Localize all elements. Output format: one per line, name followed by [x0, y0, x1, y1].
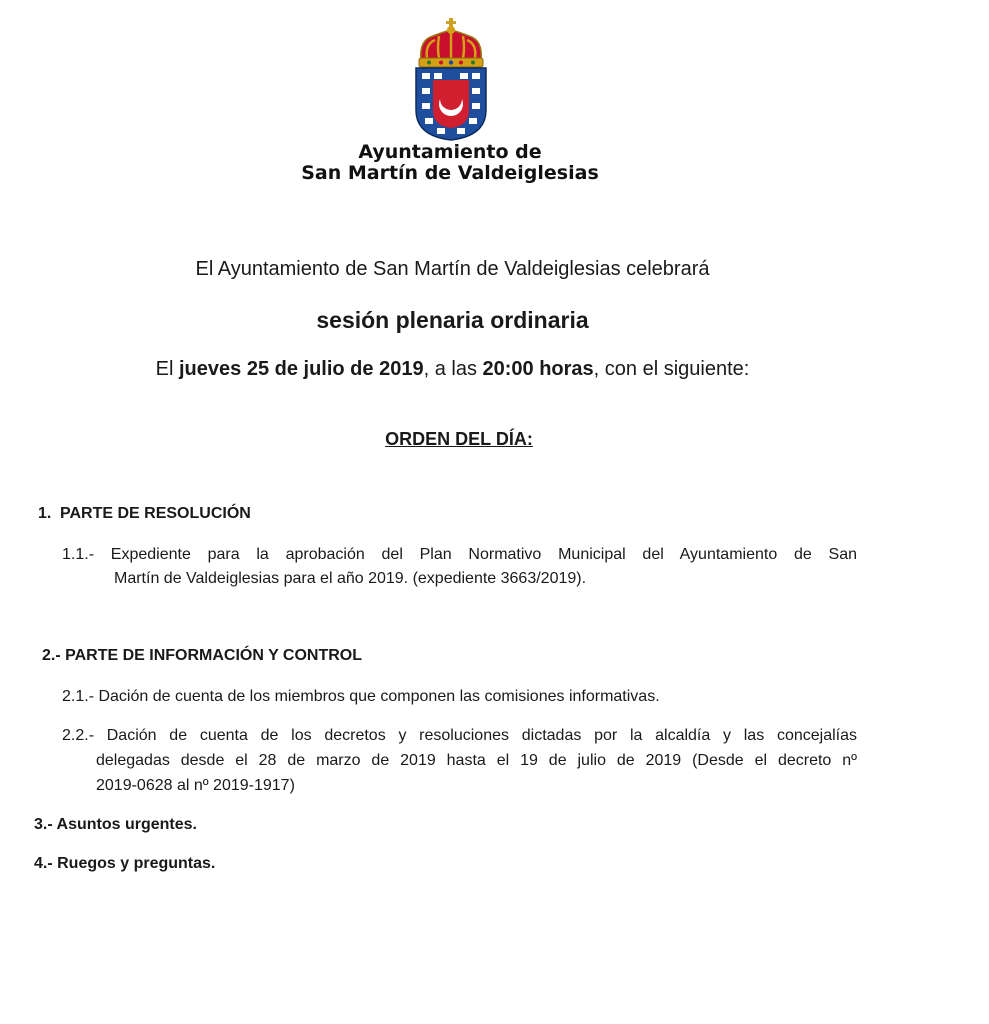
item-1-1-line-2: Martín de Valdeiglesias para el año 2019. (expediente 3663/2019).: [114, 570, 587, 587]
date-line: [0, 358, 905, 381]
section-1-title: PARTE DE RESOLUCIÓN: [60, 505, 251, 522]
section-2-title: 2.- PARTE DE INFORMACIÓN Y CONTROL: [42, 647, 363, 664]
intro-line: El Ayuntamiento de San Martín de Valdeiglesias celebrará: [195, 258, 710, 280]
session-title: sesión plenaria ordinaria: [316, 307, 589, 333]
section-1-number: 1.: [38, 505, 52, 522]
item-2-2-line-2: delegadas desde el 28 de marzo de 2019 hasta el 19 de julio de 2019 (Desde el decreto nº: [96, 752, 857, 769]
section-4-title: 4.- Ruegos y preguntas.: [34, 855, 216, 872]
item-2-2-line-1: 2.2.- Dación de cuenta de los decretos y resoluciones dictadas por la alcaldía y las concejalías: [62, 727, 857, 744]
brand-line-1: Ayuntamiento de: [358, 141, 542, 163]
agenda-heading: ORDEN DEL DÍA:: [385, 429, 533, 449]
session-date: jueves 25 de julio de 2019: [179, 358, 424, 380]
date-mid: , a las: [423, 358, 483, 380]
section-3-title: 3.- Asuntos urgentes.: [34, 816, 197, 833]
coat-of-arms-icon: [413, 18, 489, 142]
item-2-1: 2.1.- Dación de cuenta de los miembros que componen las comisiones informativas.: [62, 688, 660, 705]
session-time: 20:00 horas: [482, 358, 594, 380]
date-prefix: El: [155, 358, 179, 380]
date-suffix: , con el siguiente:: [593, 358, 750, 380]
item-1-1-line-1: 1.1.- Expediente para la aprobación del Plan Normativo Municipal del Ayuntamiento de San: [62, 546, 857, 563]
item-2-2-line-3: 2019-0628 al nº 2019-1917): [96, 777, 295, 794]
brand-line-2: San Martín de Valdeiglesias: [301, 162, 599, 184]
